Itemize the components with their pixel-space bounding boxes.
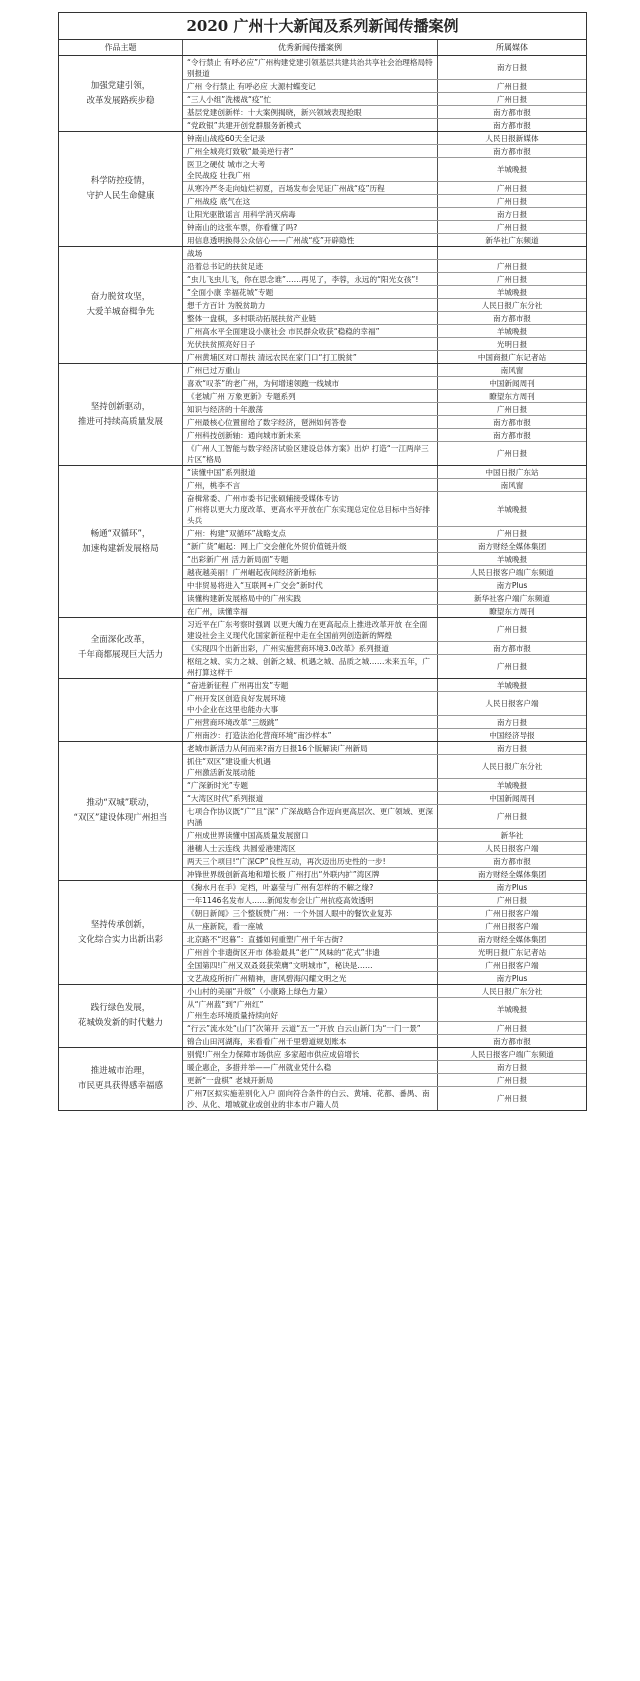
- theme-label: 加强党建引领， 改革发展路疾步稳: [59, 56, 183, 131]
- case-title: 广州黄埔区对口帮扶 清远农民在家门口“打工脱贫”: [183, 351, 438, 363]
- table-row: [183, 946, 586, 959]
- table-row: [183, 273, 586, 286]
- case-title: 《老城广州 万象更新》专题系列: [183, 390, 438, 402]
- case-title: 七项合作协议既“广”且“深” 广深战略合作迈向更高层次、更广领域、更深内涵: [183, 805, 438, 828]
- media-name: 羊城晚报: [496, 504, 528, 514]
- table-row: [183, 805, 586, 829]
- media-name: 广州日报: [496, 183, 528, 193]
- media-name: 人民日报广东分社: [481, 300, 543, 310]
- table-row: [183, 325, 586, 338]
- case-title: 钟南山战疫60天全记录: [183, 132, 438, 144]
- case-title: 知识与经济的十年激荡: [183, 403, 438, 415]
- case-title: 小山村的美丽“升级”（小康路上绿色力量）: [183, 985, 438, 997]
- media-name: 光明日报广东记者站: [477, 947, 547, 957]
- media-name: 广州日报: [496, 404, 528, 414]
- media-name: 广州日报: [496, 1023, 528, 1033]
- media-name: 羊城晚报: [496, 165, 528, 174]
- case-title: “行云”流水处“山门”次第开 云道“五一”开放 白云山新门为“一门一景”: [183, 1022, 438, 1034]
- case-title: 广州高水平全面建设小康社会 市民群众收获“稳稳的幸福”: [183, 325, 438, 337]
- theme-section: [59, 56, 586, 132]
- media-name: 广州日报: [496, 196, 528, 206]
- table-row: [183, 1074, 586, 1087]
- theme-label: 畅通“双循环”， 加速构建新发展格局: [59, 466, 183, 617]
- media-name: 广州日报: [496, 81, 528, 91]
- table-row: [183, 792, 586, 805]
- case-title: “新广货”崛起：网上广交会催化外贸价值链升级: [183, 540, 438, 552]
- media-name: 广州日报: [496, 94, 528, 104]
- table-row: [183, 182, 586, 195]
- media-name: 广州日报: [496, 274, 528, 284]
- table-row: [183, 364, 586, 377]
- table-row: [183, 390, 586, 403]
- table-row: [183, 260, 586, 273]
- media-name: 南方都市报: [493, 107, 531, 117]
- media-name: 广州日报: [496, 528, 528, 538]
- media-name: 羊城晚报: [496, 554, 528, 564]
- case-title: 光伏扶贫照亮好日子: [183, 338, 438, 350]
- case-title: 广州战疫 底气在这: [183, 195, 438, 207]
- case-title: 广州成世界读懂中国高质量发展窗口: [183, 829, 438, 841]
- media-name: 南方日报: [496, 63, 528, 72]
- case-title: 暖企惠企，多措并举——广州就业凭什么稳: [183, 1061, 438, 1073]
- media-name: 广州日报: [496, 1094, 528, 1103]
- table-row: [183, 492, 586, 527]
- case-title: 文艺战疫所折广州精神，唐风碧海闪耀文明之光: [183, 972, 438, 984]
- case-title: 广州，桃李不言: [183, 479, 438, 491]
- table-row: [183, 894, 586, 907]
- theme-label: 推动“双城”联动， “双区”建设体现广州担当: [59, 742, 183, 880]
- media-name: 南方日报: [496, 743, 528, 753]
- media-name: 人民日报广东分社: [481, 986, 543, 996]
- theme-label: 推进城市治理， 市民更具获得感幸福感: [59, 1048, 183, 1110]
- theme-label: 全面深化改革， 千年商都展现巨大活力: [59, 618, 183, 678]
- case-title: 基层党建创新样：十大案例揭晓，新兴领域表现抢眼: [183, 106, 438, 118]
- media-name: 南方Plus: [496, 580, 528, 590]
- media-name: 瞭望东方周刊: [489, 606, 535, 616]
- case-title: 枢纽之城、实力之城、创新之城、机遇之城、品质之城……未来五年，广州打算这样干: [183, 655, 438, 678]
- table-row: [183, 618, 586, 642]
- theme-label: 科学防控疫情， 守护人民生命健康: [59, 132, 183, 246]
- table-row: [183, 479, 586, 492]
- table-row: [183, 881, 586, 894]
- media-name: 广州日报客户端: [485, 908, 539, 918]
- table-row: [183, 1035, 586, 1047]
- media-name: [438, 247, 586, 259]
- media-name: 广州日报客户端: [485, 960, 539, 970]
- media-name: 南方都市报: [493, 120, 531, 130]
- case-title: 从一座新院，看一座城: [183, 920, 438, 932]
- table-row: [183, 234, 586, 246]
- case-title: 广州已过万重山: [183, 364, 438, 376]
- table-row: [183, 416, 586, 429]
- case-title: 广州 令行禁止 有呼必应 大源村蝶变记: [183, 80, 438, 92]
- page-title: 2020 广州十大新闻及系列新闻传播案例: [59, 13, 586, 40]
- media-name: 广州日报: [496, 895, 528, 905]
- table-row: [183, 429, 586, 442]
- media-name: 人民日报客户端广东频道: [470, 1049, 554, 1059]
- case-title: 从寒冷严冬走向灿烂初夏，百场发布会见证广州战“疫”历程: [183, 182, 438, 194]
- case-title: 沿着总书记的扶贫足迹: [183, 260, 438, 272]
- case-title: 医卫之硬仗 城市之大考 全民战疫 壮我广州: [183, 158, 438, 181]
- media-name: 南风窗: [500, 480, 524, 490]
- media-name: 南方都市报: [493, 1036, 531, 1046]
- case-title: 广州首个非遗街区开市 体验最具“老广”风味的“花式”非遗: [183, 946, 438, 958]
- table-row: [183, 868, 586, 880]
- case-title: 广州最核心位置留给了数字经济，琶洲如何答卷: [183, 416, 438, 428]
- table-row: [183, 907, 586, 920]
- table-row: [183, 605, 586, 617]
- media-name: 南方Plus: [496, 882, 528, 892]
- media-name: 南风窗: [500, 365, 524, 375]
- table-row: [183, 403, 586, 416]
- table-row: [183, 998, 586, 1022]
- media-name: 中国新闻周刊: [489, 378, 535, 388]
- table-row: [183, 299, 586, 312]
- media-name: 中国新闻周刊: [489, 793, 535, 803]
- table-row: [183, 920, 586, 933]
- case-title: “虫儿飞虫儿飞，你在思念谁”……再见了，李蓉，永远的“阳光女孩”!: [183, 273, 438, 285]
- media-name: 广州日报: [496, 625, 528, 634]
- media-name: 新华社广东频道: [485, 235, 539, 245]
- table-row: [183, 566, 586, 579]
- case-title: 钟南山的这张车票，你看懂了吗?: [183, 221, 438, 233]
- table-row: [183, 132, 586, 145]
- case-title: “读懂中国”系列报道: [183, 466, 438, 478]
- case-title: “全面小康 幸福花城”专题: [183, 286, 438, 298]
- table-row: [183, 119, 586, 131]
- theme-section: [59, 466, 586, 618]
- case-title: 冲锋世界级创新高地和增长极 广州打出“外联内扩”湾区牌: [183, 868, 438, 880]
- theme-section: [59, 881, 586, 985]
- table-row: [183, 527, 586, 540]
- table-row: [183, 247, 586, 260]
- table-row: [183, 716, 586, 729]
- media-name: 南方财经全媒体集团: [477, 934, 547, 944]
- theme-section: [59, 364, 586, 466]
- media-name: 南方日报: [496, 1062, 528, 1072]
- theme-section: [59, 247, 586, 364]
- table-row: [183, 842, 586, 855]
- header-media: 所属媒体: [496, 43, 528, 52]
- case-title: 喜欢“叹茶”的老广州，为何增速领跑一线城市: [183, 377, 438, 389]
- media-name: 人民日报广东分社: [481, 762, 543, 771]
- case-title: “大湾区时代”系列报道: [183, 792, 438, 804]
- table-row: [183, 829, 586, 842]
- case-title: 战场: [183, 247, 438, 259]
- media-name: 南方日报: [496, 209, 528, 219]
- case-title: 北京路不“迟暮”：直播如何重塑广州千年古街?: [183, 933, 438, 945]
- theme-section: [59, 679, 586, 742]
- case-title: “奋进新征程 广州再出发”专题: [183, 679, 438, 691]
- table-row: [183, 106, 586, 119]
- table-row: [183, 959, 586, 972]
- table-row: [183, 579, 586, 592]
- media-name: 人民日报客户端: [485, 699, 539, 708]
- media-name: 中国经济导报: [489, 730, 535, 740]
- case-title: 越夜越美丽！广州崛起夜间经济新地标: [183, 566, 438, 578]
- media-name: 光明日报: [496, 339, 528, 349]
- table-row: [183, 442, 586, 465]
- case-title: 《实现四个出新出彩，广州实施营商环境3.0改革》系列报道: [183, 642, 438, 654]
- media-name: 南方都市报: [493, 417, 531, 427]
- media-name: 羊城晚报: [496, 680, 528, 690]
- case-title: 中非贸易将进入“互联网+广交会“新时代: [183, 579, 438, 591]
- table-row: [183, 80, 586, 93]
- case-title: 《广州人工智能与数字经济试验区建设总体方案》出炉 打造“一江两岸三片区”格局: [183, 442, 438, 465]
- media-name: 羊城晚报: [496, 1005, 528, 1014]
- table-row: [183, 972, 586, 984]
- case-title: 习近平在广东考察时强调 以更大魄力在更高起点上推进改革开放 在全面建设社会主义现代化国家新征程中走在全国前列创造新的辉煌: [183, 618, 438, 641]
- case-title: “令行禁止 有呼必应”广州构建党建引领基层共建共治共享社会治理格局特别报道: [183, 56, 438, 79]
- table-row: [183, 755, 586, 779]
- case-title: 广州科技创新轴：通向城市新未来: [183, 429, 438, 441]
- table-row: [183, 1022, 586, 1035]
- theme-label: 坚持创新驱动， 推进可持续高质量发展: [59, 364, 183, 465]
- media-name: 羊城晚报: [496, 287, 528, 297]
- table-row: [183, 377, 586, 390]
- case-title: 锦合山田河湖海，来看看广州千里碧道规划账本: [183, 1035, 438, 1047]
- media-name: 人民日报新媒体: [485, 133, 539, 143]
- theme-section: [59, 985, 586, 1048]
- table-header: [59, 40, 586, 56]
- media-name: 中国商报广东记者站: [477, 352, 547, 362]
- case-title: 想千方百计 为脱贫助力: [183, 299, 438, 311]
- case-title: 读懂构建新发展格局中的广州实践: [183, 592, 438, 604]
- case-title: 整体一盘棋，多村联动拓展扶贫产业链: [183, 312, 438, 324]
- media-name: 广州日报: [496, 261, 528, 271]
- case-title: 广州南沙：打造法治化营商环境“南沙样本”: [183, 729, 438, 741]
- table-row: [183, 655, 586, 678]
- media-name: 广州日报: [496, 1075, 528, 1085]
- theme-section: [59, 1048, 586, 1110]
- table-row: [183, 286, 586, 299]
- case-title: 《掬水月在手》定档，叶嘉莹与广州有怎样的不解之缘?: [183, 881, 438, 893]
- table-row: [183, 985, 586, 998]
- case-title: 在广州，读懂幸福: [183, 605, 438, 617]
- table-row: [183, 145, 586, 158]
- theme-label: 坚持传承创新， 文化综合实力出新出彩: [59, 881, 183, 984]
- case-title: “出彩新广州 活力新局面”专题: [183, 553, 438, 565]
- table-row: [183, 1087, 586, 1110]
- table-row: [183, 93, 586, 106]
- case-title: 让阳光驱散谣言 用科学消灭病毒: [183, 208, 438, 220]
- media-name: 羊城晚报: [496, 326, 528, 336]
- theme-section: [59, 132, 586, 247]
- table-row: [183, 312, 586, 325]
- table-row: [183, 642, 586, 655]
- case-title: 老城市新活力从何而来?南方日报16个版解读广州新局: [183, 742, 438, 754]
- table-row: [183, 540, 586, 553]
- table-row: [183, 351, 586, 363]
- media-name: 广州日报客户端: [485, 921, 539, 931]
- case-title: 两天三个项目!“广深CP”良性互动，再次迈出历史性的一步!: [183, 855, 438, 867]
- media-name: 人民日报客户端广东频道: [470, 567, 554, 577]
- table-row: [183, 729, 586, 741]
- theme-label: 奋力脱贫攻坚， 大爱羊城奋楫争先: [59, 247, 183, 363]
- case-title: 抓住“双区”建设重大机遇 广州激活新发展动能: [183, 755, 438, 778]
- media-name: 广州日报: [496, 662, 528, 671]
- media-name: 南方财经全媒体集团: [477, 541, 547, 551]
- case-title: 广州营商环境改革“三级跳”: [183, 716, 438, 728]
- header-theme: 作品主题: [59, 40, 183, 55]
- table-row: [183, 466, 586, 479]
- case-title: 广州开发区创造良好发展环境 中小企业在这里也能办大事: [183, 692, 438, 715]
- theme-section: [59, 742, 586, 881]
- media-name: 南方财经全媒体集团: [477, 869, 547, 879]
- media-name: 南方都市报: [493, 430, 531, 440]
- table-row: [183, 1061, 586, 1074]
- case-title: 广州全城亮灯致敬“最美逆行者”: [183, 145, 438, 157]
- case-title: “党政银”共建开创党群服务新模式: [183, 119, 438, 131]
- table-row: [183, 742, 586, 755]
- case-title: 用信息透明换得公众信心——广州战“疫”开辟隐性: [183, 234, 438, 246]
- table-body: [59, 56, 586, 1110]
- case-title: “三人小组”洗楼战“疫”忙: [183, 93, 438, 105]
- media-name: 南方Plus: [496, 973, 528, 983]
- table-row: [183, 208, 586, 221]
- table-row: [183, 56, 586, 80]
- media-name: 广州日报: [496, 449, 528, 458]
- news-cases-table: [58, 12, 587, 1111]
- table-row: [183, 195, 586, 208]
- media-name: 广州日报: [496, 812, 528, 821]
- case-title: 更新“一盘棋” 老城开新局: [183, 1074, 438, 1086]
- theme-label: [59, 679, 183, 741]
- media-name: 新华社: [500, 830, 524, 840]
- table-row: [183, 692, 586, 716]
- media-name: 羊城晚报: [496, 780, 528, 790]
- table-row: [183, 592, 586, 605]
- case-title: 广州7区拟实施差别化入户 面向符合条件的白云、黄埔、花都、番禺、南沙、从化、增城就业或创业的非本市户籍人员: [183, 1087, 438, 1110]
- media-name: 南方都市报: [493, 856, 531, 866]
- case-title: 港穗人士云连线 共圆爱港建湾区: [183, 842, 438, 854]
- table-row: [183, 855, 586, 868]
- header-case: 优秀新闻传播案例: [183, 40, 438, 55]
- case-title: 别慌!广州全力保障市场供应 多家超市供应成倍增长: [183, 1048, 438, 1060]
- case-title: 广州：构建“双循环”战略支点: [183, 527, 438, 539]
- table-row: [183, 779, 586, 792]
- case-title: 从“广州蓝”到“广州红” 广州生态环境质量持续向好: [183, 998, 438, 1021]
- media-name: 新华社客户端广东频道: [474, 593, 550, 603]
- media-name: 南方都市报: [493, 643, 531, 653]
- table-row: [183, 933, 586, 946]
- case-title: 一年1146名发布人……新闻发布会让广州抗疫高效透明: [183, 894, 438, 906]
- media-name: 南方日报: [496, 717, 528, 727]
- case-title: 奋楫常委、广州市委书记张硕辅接受媒体专访 广州将以更大力度改革、更高水平开放在广东实现总定位总目标中当好排头兵: [183, 492, 438, 526]
- table-row: [183, 338, 586, 351]
- table-row: [183, 679, 586, 692]
- table-row: [183, 221, 586, 234]
- theme-section: [59, 618, 586, 679]
- media-name: 人民日报客户端: [485, 843, 539, 853]
- media-name: 中国日报广东站: [485, 467, 539, 477]
- case-title: “广深新时光”专题: [183, 779, 438, 791]
- table-row: [183, 553, 586, 566]
- table-row: [183, 158, 586, 182]
- case-title: 全国第四!广州又双叒叕获荣膺“文明城市”，秘诀是……: [183, 959, 438, 971]
- media-name: 广州日报: [496, 222, 528, 232]
- case-title: 《朝日新闻》三个整版赞广州：一个外国人眼中的餐饮业复苏: [183, 907, 438, 919]
- theme-label: 践行绿色发展， 花城焕发新的时代魅力: [59, 985, 183, 1047]
- table-row: [183, 1048, 586, 1061]
- media-name: 南方都市报: [493, 313, 531, 323]
- media-name: 瞭望东方周刊: [489, 391, 535, 401]
- media-name: 南方都市报: [493, 146, 531, 156]
